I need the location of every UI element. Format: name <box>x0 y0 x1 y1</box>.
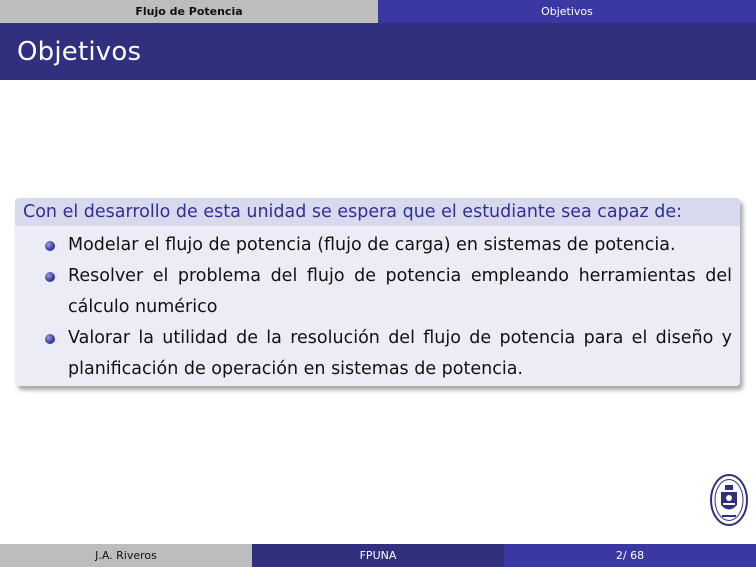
frame-title-bar <box>0 23 756 80</box>
objectives-list <box>23 230 732 385</box>
footer-institution: FPUNA <box>252 544 504 567</box>
block-body <box>15 226 740 386</box>
section-link-flujo-de-potencia[interactable]: Flujo de Potencia <box>0 0 378 23</box>
list-item-text: Valorar la utilidad de la resolución del flujo de potencia para el diseño y planificación de operación en sistemas de potencia. <box>68 328 732 379</box>
university-seal-icon <box>710 474 748 526</box>
bullet-icon <box>45 241 55 251</box>
list-item-text: Modelar el flujo de potencia (flujo de carga) en sistemas de potencia. <box>68 235 676 255</box>
frame-title: Objetivos <box>17 36 142 67</box>
list-item <box>23 323 732 385</box>
footer-page-number: 2/ 68 <box>504 544 756 567</box>
objectives-block <box>15 198 740 386</box>
list-item-text: Resolver el problema del flujo de potencia empleando herramientas del cálculo numérico <box>68 266 732 317</box>
section-link-objetivos[interactable]: Objetivos <box>378 0 756 23</box>
block-title: Con el desarrollo de esta unidad se espera que el estudiante sea capaz de: <box>15 198 740 226</box>
bullet-icon <box>45 272 55 282</box>
footer-bar <box>0 544 756 567</box>
list-item <box>23 261 732 323</box>
bullet-icon <box>45 334 55 344</box>
list-item <box>23 230 732 261</box>
footer-author: J.A. Riveros <box>0 544 252 567</box>
top-navigation-bar <box>0 0 756 23</box>
